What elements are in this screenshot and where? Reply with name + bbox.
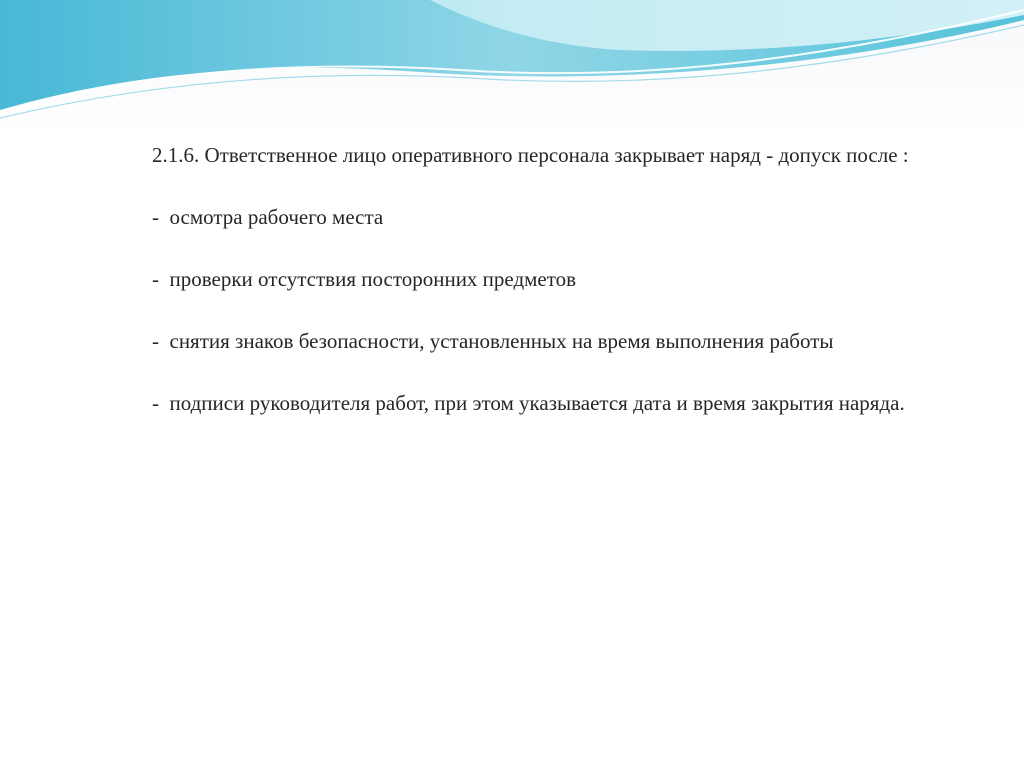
list-item-3: - снятия знаков безопасности, установленных на время выполнения работы xyxy=(152,329,834,353)
slide-heading: 2.1.6. Ответственное лицо оперативного персонала закрывает наряд - допуск после : xyxy=(152,143,909,167)
slide-body xyxy=(152,140,912,450)
list-item-2: - проверки отсутствия посторонних предметов xyxy=(152,267,577,291)
list-item-4: - подписи руководителя работ, при этом указывается дата и время закрытия наряда. xyxy=(152,391,905,415)
list-item-1: - осмотра рабочего места xyxy=(152,205,384,229)
decorative-wave-header xyxy=(0,0,1024,130)
